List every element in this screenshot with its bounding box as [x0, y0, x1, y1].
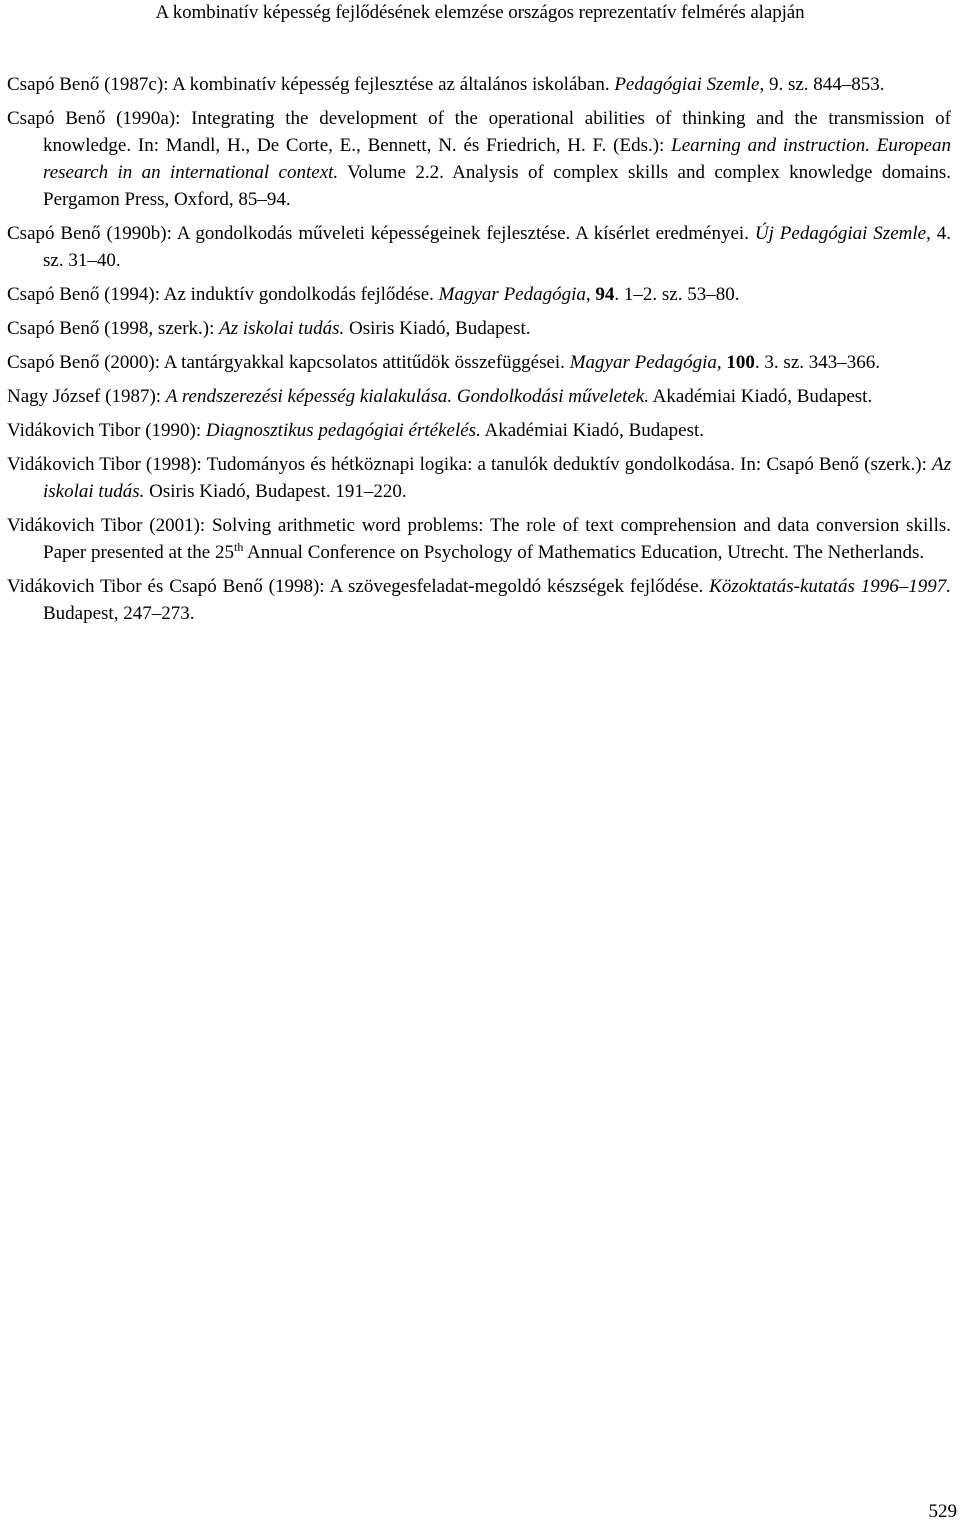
reference-title-italic: Közoktatás-kutatás 1996–1997.: [709, 576, 951, 597]
reference-text: ,: [585, 284, 596, 305]
reference-text: . 1–2. sz. 53–80.: [614, 284, 740, 305]
reference-title-italic: Magyar Pedagógia,: [569, 352, 722, 373]
running-header: A kombinatív képesség fejlődésének elemzése országos reprezentatív felmérés alapján: [155, 2, 805, 23]
reference-text: Vidákovich Tibor és Csapó Benő (1998): A szövegesfeladat-megoldó készségek fejlődése.: [7, 576, 710, 597]
reference-entry: [7, 220, 951, 274]
reference-entry: [7, 349, 951, 376]
reference-entry: [7, 417, 951, 444]
reference-text: Vidákovich Tibor (1990):: [7, 420, 206, 441]
reference-entry: [7, 512, 951, 566]
reference-entry: [7, 451, 951, 505]
reference-superscript: th: [233, 540, 244, 554]
reference-entry: [7, 315, 951, 342]
reference-title-italic: A rendszerezési képesség kialakulása. Gondolkodási műveletek.: [165, 386, 649, 407]
reference-title-italic: Az iskolai tudás.: [219, 318, 345, 339]
reference-text: , 4. sz. 31–40.: [43, 223, 951, 271]
reference-title-italic: Magyar Pedagógia: [438, 284, 586, 305]
reference-text: Csapó Benő (1987c): A kombinatív képesség fejlesztése az általános iskolában.: [7, 74, 615, 95]
reference-text: , 9. sz. 844–853.: [759, 74, 885, 95]
reference-text: Csapó Benő (2000): A tantárgyakkal kapcsolatos attitűdök összefüggései.: [7, 352, 570, 373]
reference-title-italic: Learning and instruction. European research in an international context.: [43, 135, 951, 183]
reference-entry: [7, 573, 951, 627]
reference-text: Akadémiai Kiadó, Budapest.: [480, 420, 705, 441]
reference-entry: [7, 281, 951, 308]
reference-list: [7, 71, 951, 634]
reference-text: Csapó Benő (1998, szerk.):: [7, 318, 220, 339]
reference-title-italic: Új Pedagógiai Szemle: [754, 223, 927, 244]
reference-title-italic: Pedagógiai Szemle: [614, 74, 760, 95]
reference-text: Csapó Benő (1990a): Integrating the development of the operational abilities of thinking and the transmission of knowledge. In: Mandl, H., De Corte, E., Bennett, N. és Friedrich, H. F. (Eds.):: [7, 108, 951, 156]
reference-title-italic: Az iskolai tudás.: [43, 454, 951, 502]
reference-entry: [7, 71, 951, 98]
reference-text: Vidákovich Tibor (2001): Solving arithmetic word problems: The role of text comprehension and data conversion skills. Paper presented at the 25: [7, 515, 951, 563]
reference-text: Volume 2.2. Analysis of complex skills and complex knowledge domains. Pergamon Press, Oxford, 85–94.: [43, 162, 951, 210]
reference-entry: [7, 105, 951, 213]
reference-text: . 3. sz. 343–366.: [754, 352, 880, 373]
reference-volume-bold: 100: [726, 352, 755, 373]
reference-entry: [7, 383, 951, 410]
reference-text: Annual Conference on Psychology of Mathematics Education, Utrecht. The Netherlands.: [243, 542, 925, 563]
reference-text: Csapó Benő (1994): Az induktív gondolkodás fejlődése.: [7, 284, 439, 305]
reference-text: Osiris Kiadó, Budapest.: [344, 318, 531, 339]
reference-text: Nagy József (1987):: [7, 386, 166, 407]
reference-text: Akadémiai Kiadó, Budapest.: [648, 386, 873, 407]
page-number: 529: [928, 1501, 957, 1522]
reference-volume-bold: 94: [595, 284, 615, 305]
reference-title-italic: Diagnosztikus pedagógiai értékelés.: [205, 420, 481, 441]
reference-text: Budapest, 247–273.: [43, 603, 195, 624]
reference-text: Csapó Benő (1990b): A gondolkodás műveleti képességeinek fejlesztése. A kísérlet eredményei.: [7, 223, 755, 244]
reference-text: Vidákovich Tibor (1998): Tudományos és hétköznapi logika: a tanulók deduktív gondolkodása. In: Csapó Benő (szerk.):: [7, 454, 932, 475]
reference-text: Osiris Kiadó, Budapest. 191–220.: [144, 481, 407, 502]
